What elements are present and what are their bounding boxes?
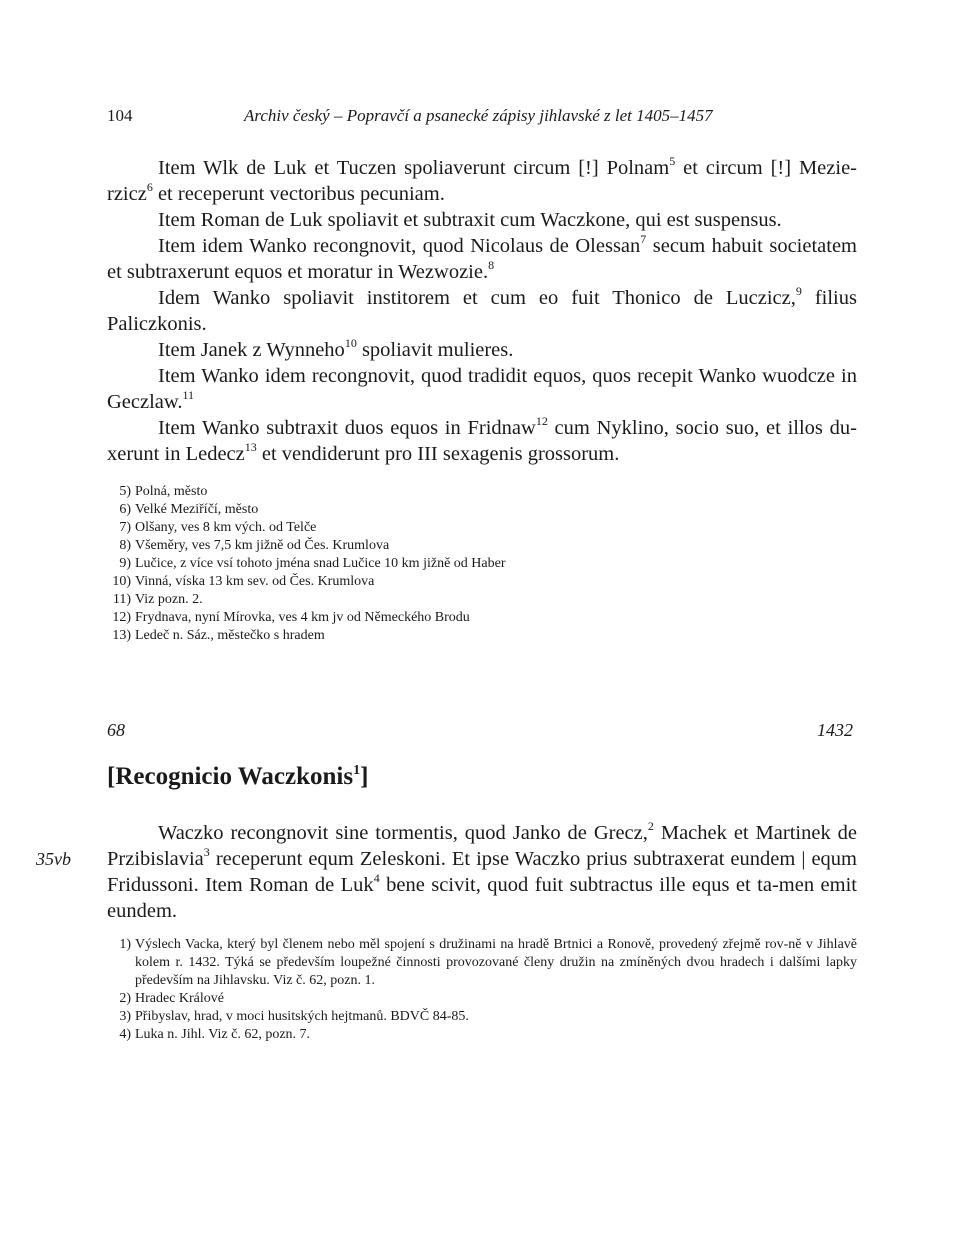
footnote-ref: 4 [373,871,380,886]
footnote-number: 2) [119,991,131,1006]
footnotes-bottom [107,936,857,1044]
paragraph [107,337,857,363]
footnote-text: Výslech Vacka, který byl členem nebo měl spojení s družinami na hradě Brtnici a Ronově, provedený zřejmě rov-ně v Jihlavě kolem r. 1432. Týká se především loupežné činnosti provozované členy družin na zmíněných dvou hradech i dalšími lapky především na Jihlavsku. Viz č. 62, pozn. 1. [135,937,857,988]
footnote-number: 5) [119,484,131,499]
footnote-number: 7) [119,520,131,535]
footnote-number: 13) [112,628,131,643]
text-run: Item Roman de Luk spoliavit et subtraxit cum Waczkone, qui est suspensus. [158,209,782,231]
footnote [107,609,857,627]
footnote [107,501,857,519]
text-run: Item Janek z Wynneho [158,339,345,361]
text-run: bene scivit, quod fuit subtractus ille equs et ta-men emit eundem. [107,874,857,922]
footnote-ref: 10 [344,336,357,351]
footnote-text: Olšany, ves 8 km vých. od Telče [135,520,317,535]
entry-year: 1432 [817,720,853,740]
footnote-ref: 11 [182,388,195,403]
paragraph [107,207,857,233]
running-title: Archiv český – Popravčí a psanecké zápisy jihlavské z let 1405–1457 [244,106,713,125]
footnote-ref: 2 [647,819,654,834]
text-run: Idem Wanko spoliavit institorem et cum eo fuit Thonico de Luczicz, [158,287,796,309]
footnote-ref: 12 [535,414,548,429]
footnote [107,1008,857,1026]
footnote-number: 3) [119,1009,131,1024]
footnote-ref: 5 [669,154,676,169]
text-run: receperunt equm Zeleskoni. Et ipse Waczko prius subtraxerat eundem | equm Fridussoni. Item Roman de Luk [107,848,857,896]
text-run: et circum [!] Mezie-rzicz [107,157,857,205]
folio-margin-reference: 35vb [36,849,71,869]
text-run: et receperunt vectoribus pecuniam. [152,183,445,205]
main-text [107,155,857,467]
footnote [107,555,857,573]
paragraph [107,155,857,207]
paragraph [107,820,857,924]
footnote-ref: 8 [488,258,495,273]
footnote-ref: 1 [353,762,361,778]
footnote-ref: 13 [244,440,257,455]
paragraph [107,363,857,415]
footnote-text: Hradec Králové [135,991,225,1006]
text-run: secum habuit societatem et subtraxerunt equos et moratur in Wezwozie. [107,235,857,283]
text-run: Item Wlk de Luk et Tuczen spoliaverunt circum [!] Polnam [158,157,670,179]
page-number: 104 [107,106,133,125]
footnote [107,537,857,555]
footnote-number: 4) [119,1027,131,1042]
footnote-text: Vinná, víska 13 km sev. od Čes. Krumlova [135,574,375,589]
footnote-text: Ledeč n. Sáz., městečko s hradem [135,628,325,643]
text-run: et vendiderunt pro III sexagenis grossorum. [256,443,620,465]
text-run: Item Wanko idem recongnovit, quod tradidit equos, quos recepit Wanko wuodcze in Geczlaw. [107,365,857,413]
footnote-number: 1) [119,937,131,952]
text-run: Item Wanko subtraxit duos equos in Fridnaw [158,417,536,439]
footnote-number: 8) [119,538,131,553]
entry-title [107,763,368,791]
footnote-ref: 3 [203,845,210,860]
paragraph [107,233,857,285]
footnote-text: Velké Meziříčí, město [135,502,259,517]
footnote-text: Luka n. Jihl. Viz č. 62, pozn. 7. [135,1027,311,1042]
entry-number: 68 [107,720,125,740]
entry-title-text: [Recognicio Waczkonis [107,763,354,790]
text-run: Machek et Martinek de Przibislavia [107,822,858,870]
footnote-number: 12) [112,610,131,625]
footnote-text: Polná, město [135,484,208,499]
footnote-ref: 6 [146,180,153,195]
footnote-text: Všeměry, ves 7,5 km jižně od Čes. Krumlova [135,538,390,553]
footnote [107,627,857,645]
text-run: Item idem Wanko recongnovit, quod Nicolaus de Olessan [158,235,641,257]
footnote [107,591,857,609]
footnote [107,483,857,501]
footnote-text: Frydnava, nyní Mírovka, ves 4 km jv od Německého Brodu [135,610,470,625]
footnote-text: Lučice, z více vsí tohoto jména snad Lučice 10 km jižně od Haber [135,556,506,571]
footnote [107,1026,857,1044]
footnote-ref: 9 [795,284,802,299]
text-run: filius Paliczkonis. [107,287,857,335]
text-run: spoliavit mulieres. [356,339,514,361]
text-run: cum Nyklino, socio suo, et illos du-xerunt in Ledecz [107,417,857,465]
footnote [107,519,857,537]
running-header [107,106,855,130]
paragraph [107,415,857,467]
footnote-text: Viz pozn. 2. [135,592,203,607]
footnote [107,936,857,990]
text-run: Waczko recongnovit sine tormentis, quod Janko de Grecz, [158,822,648,844]
entry-text [107,820,857,924]
footnotes-top [107,483,857,645]
footnote [107,573,857,591]
footnote [107,990,857,1008]
footnote-number: 9) [119,556,131,571]
paragraph [107,285,857,337]
entry-title-bracket: ] [360,763,369,790]
footnote-number: 6) [119,502,131,517]
footnote-number: 11) [112,592,131,607]
footnote-ref: 7 [640,232,647,247]
footnote-text: Přibyslav, hrad, v moci husitských hejtmanů. BDVČ 84-85. [135,1009,469,1024]
footnote-number: 10) [112,574,131,589]
